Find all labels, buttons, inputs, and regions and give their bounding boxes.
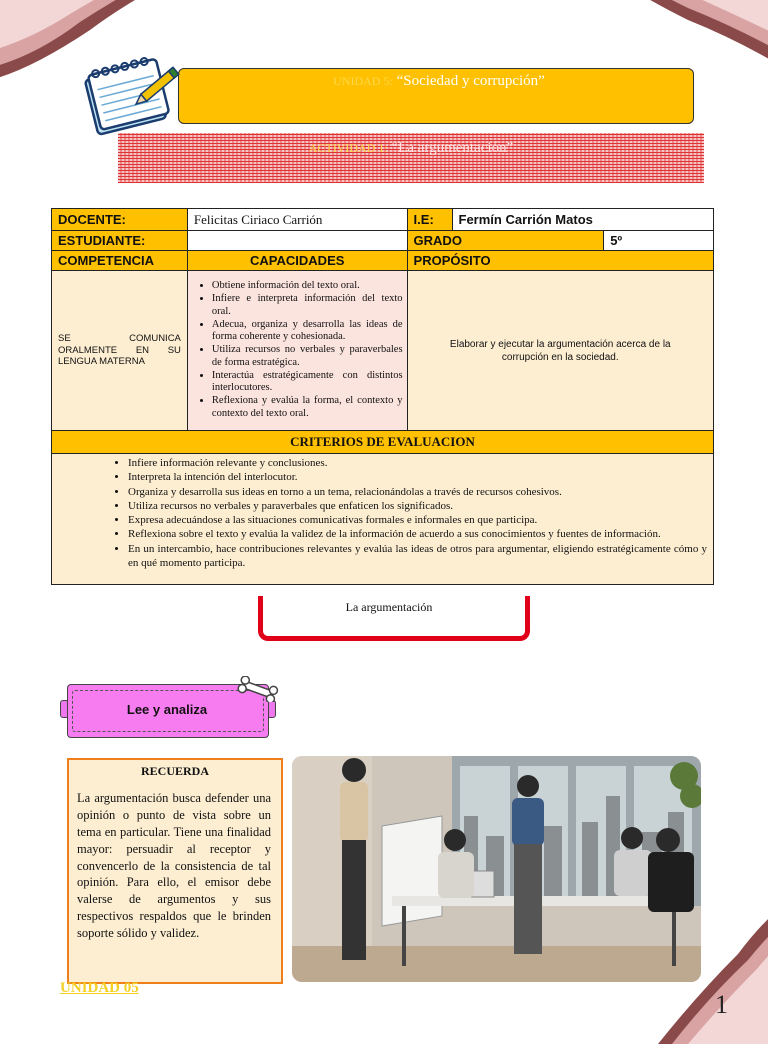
lee-analiza-label: Lee y analiza <box>126 702 208 717</box>
activity-label: ACTIVIDAD 1: <box>308 141 388 155</box>
criterios-cell <box>52 454 714 585</box>
capacidades-cell <box>187 271 407 431</box>
ie-value: Fermín Carrión Matos <box>452 209 713 231</box>
page-number: 1 <box>715 990 728 1019</box>
recuerda-body: La argumentación busca defender una opinión o punto de vista sobre un tema en particular. Tiene una finalidad mayor: persuadir al receptor y convencerlo de la consistencia de tal opinión. Para ello, el emisor debe valerse de argumentos y sus respectivos respaldos que le brinden soporte sólido y validez. <box>77 791 271 940</box>
estudiante-value[interactable] <box>187 231 407 251</box>
estudiante-label: ESTUDIANTE: <box>52 231 188 251</box>
capacidades-list <box>188 280 403 421</box>
grado-label: GRADO <box>407 231 604 251</box>
session-info-table <box>51 208 714 585</box>
competencia-label: COMPETENCIA <box>52 251 188 271</box>
footer-unit-label: UNIDAD 05 <box>60 980 139 996</box>
criterio-item: • Interpreta la intención del interlocutor. <box>128 470 707 484</box>
criterio-item: • Expresa adecuándose a las situaciones comunicativas formales e informales en que participa. <box>128 513 707 527</box>
criterio-item: • Reflexiona sobre el texto y evalúa la validez de la información de acuerdo a sus conocimientos y fuentes de información. <box>128 527 707 541</box>
activity-heading <box>118 140 704 157</box>
docente-value: Felicitas Ciriaco Carrión <box>187 209 407 231</box>
capacidad-item: • Interactúa estratégicamente con distintos interlocutores. <box>212 370 403 396</box>
capacidad-item: • Utiliza recursos no verbales y paraverbales de forma estratégica. <box>212 344 403 370</box>
proposito-label: PROPÓSITO <box>407 251 713 271</box>
recuerda-title: RECUERDA <box>140 764 209 778</box>
unit-heading <box>179 73 699 90</box>
corner-decoration-top-right <box>588 0 768 70</box>
criterio-item: • Utiliza recursos no verbales y paraverbales que enfaticen los significados. <box>128 499 707 513</box>
capacidad-item: • Reflexiona y evalúa la forma, el contexto y contexto del texto oral. <box>212 395 403 421</box>
unit-banner <box>178 68 694 124</box>
unit-label: UNIDAD 5: <box>333 74 393 88</box>
criterio-item: • En un intercambio, hace contribuciones relevantes y evalúa las ideas de otros para argumentar, eligiendo estratégicamente cómo y en qué momento participa. <box>128 542 707 571</box>
capacidades-label: CAPACIDADES <box>187 251 407 271</box>
criterios-title: CRITERIOS DE EVALUACION <box>52 431 714 454</box>
criterio-item: • Organiza y desarrolla sus ideas en torno a un tema, relacionándolas a través de recursos cohesivos. <box>128 485 707 499</box>
competencia-value: SE COMUNICA ORALMENTE EN SU LENGUA MATERNA <box>52 271 188 431</box>
capacidad-item: • Infiere e interpreta información del texto oral. <box>212 293 403 319</box>
topic-text: La argumentación <box>345 600 433 614</box>
notepad-pencil-icon <box>80 56 184 136</box>
unit-title: “Sociedad y corrupción” <box>396 73 545 89</box>
ie-label: I.E: <box>407 209 452 231</box>
capacidad-item: • Obtiene información del texto oral. <box>212 280 403 293</box>
meeting-photo <box>292 756 701 982</box>
proposito-value <box>407 271 713 431</box>
proposito-text: Elaborar y ejecutar la argumentación acerca de la corrupción en la sociedad. <box>449 338 671 363</box>
bone-icon <box>236 676 280 702</box>
grado-value: 5º <box>604 231 714 251</box>
docente-label: DOCENTE: <box>52 209 188 231</box>
criterios-list <box>52 456 707 570</box>
criterio-item: • Infiere información relevante y conclusiones. <box>128 456 707 470</box>
activity-title: “La argumentación” <box>391 140 514 156</box>
capacidad-item: • Adecua, organiza y desarrolla las ideas de forma coherente y cohesionada. <box>212 319 403 345</box>
